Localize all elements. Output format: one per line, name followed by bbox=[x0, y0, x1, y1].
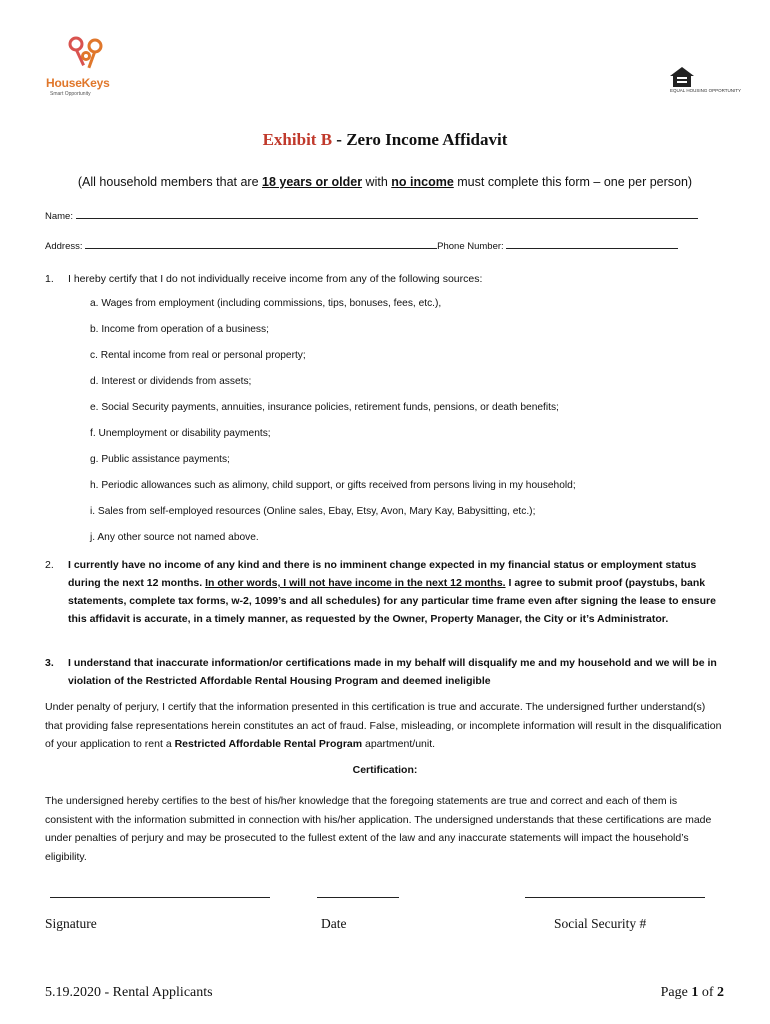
date-line[interactable] bbox=[317, 896, 399, 898]
income-source-item: i. Sales from self-employed resources (Online sales, Ebay, Etsy, Avon, Mary Kay, Babysitting, etc.); bbox=[90, 506, 536, 517]
footer-date: 5.19.2020 - Rental Applicants bbox=[45, 985, 213, 1000]
income-source-item: c. Rental income from real or personal property; bbox=[90, 350, 306, 361]
signature-line[interactable] bbox=[50, 896, 270, 898]
title-exhibit: Exhibit B bbox=[262, 130, 333, 149]
page-current: 1 bbox=[691, 985, 699, 1000]
income-source-item: a. Wages from employment (including commissions, tips, bonuses, fees, etc.), bbox=[90, 298, 442, 309]
perjury-pre: Under penalty of perjury, I certify that the information presented in this certification is true and accurate. The undersigned further understand(s) that providing false representations herein constitutes an act of fraud. False, misleading, or incomplete information will result in the disqualification of your application to rent a bbox=[45, 701, 722, 750]
page-title bbox=[0, 130, 770, 150]
equal-housing-label: EQUAL HOUSING OPPORTUNITY bbox=[670, 88, 742, 93]
income-source-item: f. Unemployment or disability payments; bbox=[90, 428, 271, 439]
address-line[interactable] bbox=[85, 240, 437, 249]
name-field[interactable] bbox=[45, 210, 698, 222]
logo-brand: HouseKeys bbox=[46, 76, 110, 90]
address-field[interactable] bbox=[45, 240, 678, 252]
instructions-mid: with bbox=[362, 175, 392, 189]
page-of: of bbox=[698, 985, 717, 1000]
housekeys-logo bbox=[46, 36, 126, 100]
section-2-post: I agree to submit proof (paystubs, bank statements, complete tax forms, w-2, 1099’s and all schedules) for any particular time frame even after signing the lease to ensure this affidavit is accurate, in a timely manner, as requested by the Owner, Property Manager, the City or it’s Administrator. bbox=[68, 577, 716, 625]
section-2-underlined: In other words, I will not have income in the next 12 months. bbox=[205, 577, 506, 589]
certification-text: The undersigned hereby certifies to the best of his/her knowledge that the foregoing statements are true and correct and each of them is consistent with the information submitted in connection with his/her application. The undersigned understands that these certifications are made under penalties of perjury and may be prosecuted to the fullest extent of the law and any inaccurate statements will impact the household’s eligibility. bbox=[45, 795, 712, 863]
equal-housing-icon bbox=[668, 66, 696, 88]
certification-heading: Certification: bbox=[352, 764, 418, 776]
ssn-line[interactable] bbox=[525, 896, 705, 898]
section-3-number: 3. bbox=[45, 657, 54, 669]
section-2-pre: I currently have no income of any kind and there is no imminent change expected in my financial status or employment status during the next 12 months. bbox=[68, 559, 697, 589]
perjury-post: apartment/unit. bbox=[362, 738, 436, 750]
name-line[interactable] bbox=[76, 210, 698, 219]
equal-housing-logo bbox=[668, 66, 742, 96]
keys-icon bbox=[62, 36, 112, 76]
page-total: 2 bbox=[717, 985, 724, 1000]
instructions bbox=[0, 175, 770, 189]
perjury-program: Restricted Affordable Rental Program bbox=[174, 738, 363, 750]
perjury-statement bbox=[45, 698, 725, 754]
section-2-text bbox=[68, 556, 718, 628]
section-3-text: I understand that inaccurate information/or certifications made in my behalf will disqualify me and my household and we will be in violation of the Restricted Affordable Rental Housing Program and deemed ineligible bbox=[68, 657, 717, 687]
date-label: Date bbox=[321, 916, 347, 931]
instructions-post: must complete this form – one per person) bbox=[453, 175, 693, 189]
income-source-item: h. Periodic allowances such as alimony, child support, or gifts received from persons living in my household; bbox=[90, 480, 576, 491]
income-source-item: j. Any other source not named above. bbox=[90, 532, 259, 543]
ssn-label: Social Security # bbox=[554, 916, 647, 931]
page-number bbox=[661, 985, 724, 1001]
signature-label: Signature bbox=[45, 916, 97, 931]
instructions-no-income: no income bbox=[391, 175, 454, 189]
income-source-item: e. Social Security payments, annuities, insurance policies, retirement funds, pensions, or death benefits; bbox=[90, 402, 559, 413]
income-source-item: d. Interest or dividends from assets; bbox=[90, 376, 252, 387]
income-source-item: b. Income from operation of a business; bbox=[90, 324, 269, 335]
logo-tagline: Smart Opportunity bbox=[50, 91, 91, 97]
address-label: Address: bbox=[45, 241, 83, 252]
title-rest: - Zero Income Affidavit bbox=[332, 130, 508, 149]
income-source-item: g. Public assistance payments; bbox=[90, 454, 230, 465]
section-1-number: 1. bbox=[45, 273, 54, 285]
instructions-age: 18 years or older bbox=[262, 175, 363, 189]
name-label: Name: bbox=[45, 211, 73, 222]
phone-line[interactable] bbox=[506, 240, 678, 249]
phone-label: Phone Number: bbox=[437, 241, 504, 252]
page-prefix: Page bbox=[660, 985, 692, 1000]
section-1-text: I hereby certify that I do not individually receive income from any of the following sources: bbox=[68, 273, 483, 285]
instructions-pre: (All household members that are bbox=[77, 175, 263, 189]
section-2-number: 2. bbox=[45, 559, 54, 571]
